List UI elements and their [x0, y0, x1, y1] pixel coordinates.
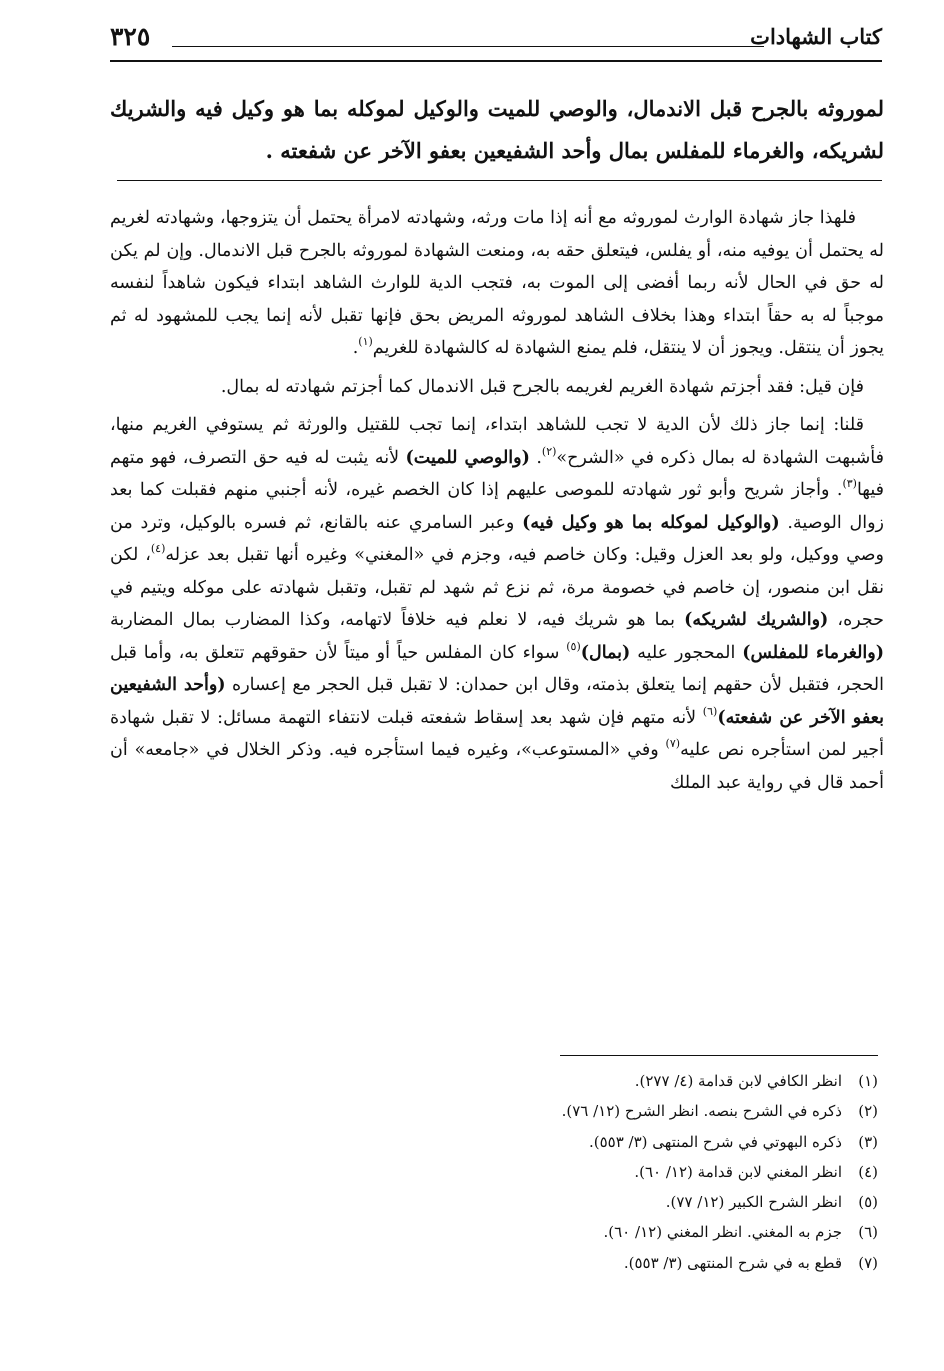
- text-run: بما هو شريك فيه، لا نعلم فيه خلافاً لاتهامه، وكذا المضارب بمال المضاربة: [110, 610, 685, 630]
- text-run: لأنه يثبت له فيه حق التصرف، فهو متهم فيها: [110, 447, 884, 500]
- commentary-paragraph: [110, 409, 884, 799]
- text-run: ، لكن نقل ابن منصور، إن خاصم في خصومة مرة، ثم نزع ثم شهد لم تقبل، وتقبل شهادته على موكله ويتيم في حجره،: [110, 545, 885, 630]
- footnote-item: [458, 1127, 878, 1157]
- matn-divider: [117, 180, 882, 181]
- footnote-text: قطع به في شرح المنتهى (٣/ ٥٥٣).: [623, 1253, 842, 1272]
- footnote-text: انظر المغني لابن قدامة (١٢/ ٦٠).: [634, 1162, 842, 1181]
- footnote-number: (٢): [858, 1102, 878, 1121]
- text-run: المحجور عليه: [630, 642, 743, 663]
- footnote-item: [458, 1066, 878, 1096]
- quoted-matn: (بمال): [580, 642, 631, 663]
- quoted-matn: (والغرماء للمفلس): [742, 642, 885, 663]
- footnotes-list: [458, 1066, 878, 1278]
- footnote-number: (٤): [858, 1162, 878, 1181]
- footnote-text: جزم به المغني. انظر المغني (١٢/ ٦٠).: [603, 1223, 842, 1242]
- footnote-text: ذكره في الشرح بنصه. انظر الشرح (١٢/ ٧٦).: [561, 1102, 842, 1121]
- page-number: ٣٢٥: [110, 22, 151, 51]
- footnote-ref[interactable]: (٢): [541, 444, 557, 458]
- chapter-title: كتاب الشهادات: [750, 24, 882, 49]
- footnote-number: (٧): [858, 1253, 878, 1272]
- footnote-ref[interactable]: (١): [358, 335, 373, 348]
- commentary-paragraph: فإن قيل: فقد أجزتم شهادة الغريم لغريمه بالجرح قبل الاندمال كما أجزتم شهادته له بمال.: [220, 376, 864, 397]
- quoted-matn: (والشريك لشريكه): [684, 610, 829, 630]
- text-run: سواء كان المفلس حياً أو ميتاً لأن حقوقهم تتعلق به، وأما قبل الحجر، فتقبل لأن حقهم إنما يتعلق بذمته، وقال ابن حمدان: لا تقبل قبل الحجر مع إعساره: [110, 642, 884, 695]
- text-run: وفي «المستوعب»، وغيره فيما استأجره فيه. وذكر الخلال في «جامعه» أن أحمد قال في رواية عبد الملك: [110, 740, 884, 793]
- footnote-item: [458, 1248, 878, 1278]
- footnote-ref[interactable]: (٥): [566, 639, 581, 653]
- quoted-matn: (والوكيل لموكله بما هو وكيل فيه): [522, 512, 780, 533]
- quoted-matn: (والوصي للميت): [405, 447, 530, 468]
- footnote-item: [458, 1096, 878, 1126]
- footnote-ref[interactable]: (٧): [665, 737, 681, 750]
- matn-text: لموروثه بالجرح قبل الاندمال، والوصي للميت والوكيل لموكله بما هو وكيل فيه والشريك لشريكه، والغرماء للمفلس بمال وأحد الشفيعين بعفو الآخر عن شفعته .: [110, 96, 884, 163]
- footnote-item: [458, 1157, 878, 1187]
- quoted-matn: (وأحد الشفيعين بعفو الآخر عن شفعته): [110, 675, 884, 728]
- text-run: لأنه متهم فإن شهد بعد إسقاط شفعته قبلت لانتفاء التهمة مسائل: لا تقبل شهادة أجير لمن استأجره نص عليه: [110, 707, 884, 760]
- text-run: .: [529, 447, 542, 468]
- footnote-item: [458, 1187, 878, 1217]
- footnote-ref[interactable]: (٦): [702, 704, 718, 718]
- footnote-number: (١): [858, 1072, 878, 1090]
- footnote-divider: [560, 1055, 878, 1056]
- page-header: [110, 22, 882, 58]
- footnote-text: انظر الشرح الكبير (١٢/ ٧٧).: [665, 1193, 842, 1212]
- text-run: وعبر السامري عنه بالقانع، ثم فسره بالوكيل، وترد من وصي ووكيل، ولو بعد العزل وقيل: وكان خاصم فيه، وجزم في «المغني» وغيره أنها تقبل بعد عزله: [110, 512, 884, 565]
- header-rule: [172, 46, 764, 47]
- commentary: [110, 202, 884, 805]
- commentary-paragraph: [110, 202, 884, 365]
- footnote-text: ذكره البهوتي في شرح المنتهى (٣/ ٥٥٣).: [588, 1132, 842, 1151]
- text-run: . وأجاز شريح وأبو ثور شهادته للموصى عليهم إذا كان الخصم غيره، لأنه أجنبي منهم فقبلت كما بعد زوال الوصية.: [110, 480, 884, 533]
- text-run: فلهذا جاز شهادة الوارث لموروثه مع أنه إذا مات ورثه، وشهادته لامرأة يحتمل أن يتزوجها، وشهادته لغريم له يحتمل أن يوفيه منه، أو يفلس، فيتعلق حقه به، ومنعت الشهادة لموروثه بالجرح قبل الاندمال. وإن لم يكن له حق في الحال لأنه ربما أفضى إلى الموت به، فتجب الدية للوارث الشاهد ابتداء فيكون شاهداً لنفسه موجباً له به حقاً ابتداء وهذا بخلاف الشاهد لموروثه المريض بحق فإنها تقبل لأنه إنما يجب للمشهود له ثم يجوز أن ينتقل. ويجوز أن لا ينتقل، فلم يمنع الشهادة له كالشهادة للغريم: [110, 208, 884, 358]
- footnote-ref[interactable]: (٤): [150, 542, 166, 555]
- footnote-item: [458, 1217, 878, 1247]
- footnote-number: (٥): [858, 1193, 878, 1212]
- footnote-number: (٣): [858, 1132, 878, 1151]
- text-run: .: [352, 338, 359, 358]
- header-underline: [110, 60, 882, 62]
- text-run: قلنا: إنما جاز ذلك لأن الدية لا تجب للشاهد ابتداء، إنما تجب للقتيل والورثة ثم يستوفي الغريم منها، فأشبهت الشهادة له بمال ذكره في «الشرح»: [110, 415, 884, 468]
- footnote-ref[interactable]: (٣): [842, 477, 857, 490]
- footnote-number: (٦): [858, 1223, 878, 1242]
- footnote-text: انظر الكافي لابن قدامة (٤/ ٢٧٧).: [634, 1072, 842, 1090]
